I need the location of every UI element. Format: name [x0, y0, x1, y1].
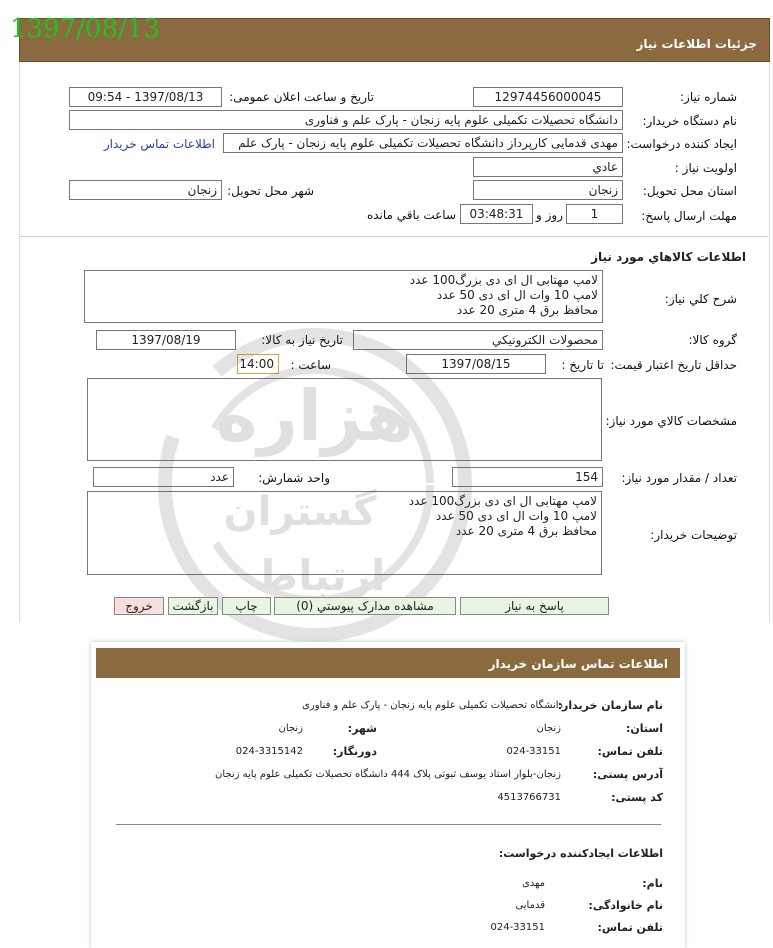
buyer-contact-link[interactable]: اطلاعات تماس خريدار [103, 137, 215, 151]
unit-label: واحد شمارش: [258, 471, 330, 485]
goods-section-title: اطلاعات كالاهاي مورد نياز [591, 250, 746, 264]
until-date-label: تا تاريخ : [561, 358, 604, 372]
deadline-days-field: 1 [566, 204, 623, 224]
buyer-notes-label: توضيحات خريدار: [650, 528, 737, 542]
buyer-notes-area [87, 491, 602, 575]
family-value: قدمايی [515, 900, 545, 911]
need-date-label: تاريخ نياز به كالا: [261, 333, 343, 347]
fax-value: 024-3315142 [235, 746, 303, 757]
until-date-field: 1397/08/15 [406, 354, 546, 374]
phone-value: 024-33151 [506, 746, 561, 757]
contact-card-title: اطلاعات تماس سازمان خريدار [488, 657, 668, 671]
view-attachments-button[interactable]: مشاهده مدارک پيوستي (0) [274, 597, 456, 615]
city-field: زنجان [69, 180, 222, 200]
need-date-field: 1397/08/19 [96, 330, 236, 350]
announce-field: 1397/08/13 - 09:54 [69, 87, 222, 107]
date-stamp: 1397/08/13 [10, 14, 160, 44]
desc-area [84, 270, 603, 323]
city-contact-label: شهر: [347, 722, 377, 735]
city-label: شهر محل تحويل: [227, 184, 314, 198]
need-number-label: شماره نياز: [680, 90, 737, 104]
notes-line: لامپ مهتابی ال ای دی بزرگ100 عدد [408, 494, 597, 508]
back-button[interactable]: بازگشت [168, 597, 218, 615]
min-price-date-label: حداقل تاريخ اعتبار قيمت: [610, 358, 737, 372]
page-title: جزئيات اطلاعات نياز [636, 37, 757, 51]
deadline-time-field: 03:48:31 [460, 204, 533, 224]
exit-button[interactable]: خروج [114, 597, 164, 615]
org-label: نام سازمان خريدار: [557, 699, 663, 712]
deadline-label: مهلت ارسال پاسخ: [641, 209, 737, 223]
desc-line: لامپ مهتابی ال ای دی بزرگ100 عدد [409, 273, 598, 287]
contact-card-header [96, 648, 680, 678]
card-divider [116, 824, 661, 825]
print-button[interactable]: چاپ [222, 597, 271, 615]
qty-label: تعداد / مقدار مورد نياز: [621, 471, 737, 485]
specs-label: مشخصات كالاي مورد نياز: [605, 414, 737, 428]
reply-button[interactable]: پاسخ به نياز [460, 597, 609, 615]
creator-phone-value: 024-33151 [490, 922, 545, 933]
address-label: آدرس پستی: [592, 768, 663, 781]
time-field: 14:00 [237, 354, 279, 374]
time-label: ساعت : [290, 358, 331, 372]
unit-field: عدد [93, 467, 234, 487]
qty-field: 154 [452, 467, 603, 487]
postal-label: كد پستی: [611, 791, 663, 804]
city-contact-value: زنجان [278, 723, 303, 734]
name-label: نام: [642, 877, 663, 890]
desc-line: محافظ برق 4 متری 20 عدد [456, 303, 598, 317]
announce-label: تاريخ و ساعت اعلان عمومی: [229, 90, 374, 104]
group-field: محصولات الكترونيكي [353, 330, 603, 350]
creator-info-title: اطلاعات ايجادكننده درخواست: [498, 847, 663, 860]
name-value: مهدی [521, 878, 545, 889]
priority-label: اولويت نياز : [674, 161, 737, 175]
remaining-label: ساعت باقي مانده [366, 208, 456, 222]
notes-line: لامپ 10 وات ال ای دی 50 عدد [435, 509, 597, 523]
notes-line: محافظ برق 4 متری 20 عدد [455, 524, 597, 538]
creator-field: مهدی قدمايی كارپرداز دانشگاه تحصيلات تكميلی علوم پايه زنجان - پارک علم [223, 133, 623, 153]
creator-phone-label: تلفن تماس: [597, 921, 663, 934]
province-field: زنجان [473, 180, 623, 200]
days-and-label: روز و [536, 208, 563, 222]
province-label: استان محل تحويل: [642, 184, 737, 198]
desc-label: شرح كلي نياز: [664, 292, 737, 306]
province-contact-label: استان: [626, 722, 663, 735]
postal-value: 4513766731 [497, 792, 561, 803]
buyer-device-label: نام دستگاه خريدار: [642, 114, 737, 128]
creator-label: ايجاد كننده درخواست: [626, 137, 737, 151]
group-label: گروه كالا: [688, 333, 737, 347]
divider [19, 236, 768, 237]
specs-area [87, 378, 602, 461]
province-contact-value: زنجان [536, 723, 561, 734]
buyer-device-field: دانشگاه تحصيلات تكميلی علوم پايه زنجان - پارک علم و فناوری [69, 110, 623, 130]
buyer-contact-card [91, 642, 685, 948]
priority-field: عادي [473, 157, 623, 177]
family-label: نام خانوادگی: [588, 899, 663, 912]
address-value: زنجان-بلوار استاد يوسف ثبوتی پلاک 444 دانشگاه تحصيلات تكميلی علوم پايه زنجان [214, 769, 561, 780]
fax-label: دورنگار: [332, 745, 377, 758]
org-value: دانشگاه تحصيلات تكميلی علوم پايه زنجان - پارک علم و فناوری [302, 700, 563, 711]
need-number-field: 12974456000045 [473, 87, 623, 107]
desc-line: لامپ 10 وات ال ای دی 50 عدد [436, 288, 598, 302]
phone-label: تلفن تماس: [597, 745, 663, 758]
